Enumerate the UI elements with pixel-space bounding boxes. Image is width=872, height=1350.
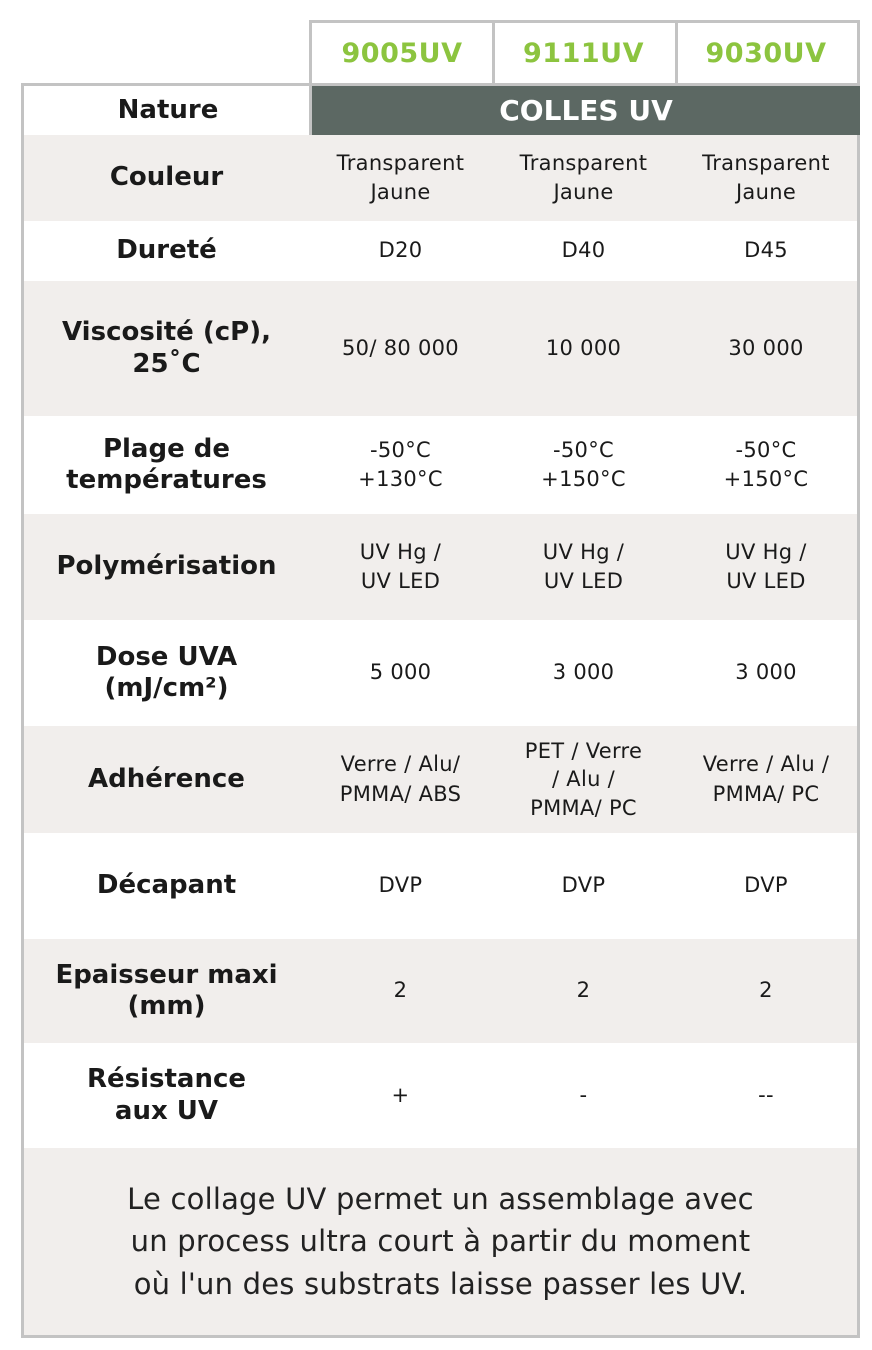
cell-value: Verre / Alu/ PMMA/ ABS (339, 752, 462, 806)
cell-value: UV Hg / UV LED (542, 539, 625, 593)
cell-value: -50°C +150°C (723, 437, 809, 491)
product-header-2 (492, 20, 678, 84)
row-label: Couleur (109, 162, 224, 193)
row-label-temperatures (21, 416, 312, 517)
value-cell (309, 416, 495, 517)
value-cell (675, 620, 860, 729)
row-label: Epaisseur maxi (mm) (55, 959, 278, 1021)
cell-value: D45 (744, 238, 788, 263)
value-cell (309, 726, 495, 836)
product-header-3 (675, 20, 860, 84)
cell-value: 30 000 (728, 335, 804, 360)
cell-value: Verre / Alu / PMMA/ PC (702, 752, 830, 806)
cell-value: -- (758, 1082, 774, 1107)
value-cell (309, 514, 495, 623)
row-label: Polymérisation (56, 551, 277, 582)
row-label-viscosite (21, 281, 312, 419)
value-cell (492, 281, 678, 419)
row-label: Résistance aux UV (86, 1064, 247, 1126)
product-name: 9005UV (341, 38, 463, 69)
cell-value: D40 (561, 238, 606, 263)
product-name: 9030UV (705, 38, 827, 69)
cell-value: 2 (759, 978, 773, 1003)
value-cell (675, 514, 860, 623)
value-cell (492, 135, 678, 224)
value-cell (309, 135, 495, 224)
footer-note-box (21, 1148, 860, 1338)
value-cell (492, 833, 678, 942)
row-label-durete (21, 221, 312, 284)
value-cell (492, 514, 678, 623)
row-label-decapant (21, 833, 312, 942)
value-cell (675, 135, 860, 224)
value-cell (675, 833, 860, 942)
cell-value: 3 000 (735, 660, 797, 685)
nature-band (309, 83, 860, 138)
value-cell (309, 1043, 495, 1151)
value-cell (675, 221, 860, 284)
value-cell (675, 726, 860, 836)
value-cell (492, 1043, 678, 1151)
row-label-dose-uva (21, 620, 312, 729)
row-label-couleur (21, 135, 312, 224)
cell-value: + (391, 1082, 410, 1107)
cell-value: UV Hg / UV LED (359, 539, 442, 593)
value-cell (492, 416, 678, 517)
row-label: Dose UVA (mJ/cm²) (95, 641, 238, 703)
row-label-adherence (21, 726, 312, 836)
value-cell (492, 726, 678, 836)
cell-value: 5 000 (369, 660, 432, 685)
row-label-resistance-uv (21, 1043, 312, 1151)
cell-value: Transparent Jaune (519, 150, 648, 204)
cell-value: D20 (378, 238, 423, 263)
value-cell (309, 620, 495, 729)
row-label: Viscosité (cP), 25˚C (62, 317, 271, 379)
value-cell (309, 281, 495, 419)
cell-value: 2 (576, 978, 591, 1003)
cell-value: DVP (378, 873, 423, 898)
cell-value: 10 000 (545, 335, 622, 360)
cell-value: UV Hg / UV LED (725, 539, 807, 593)
cell-value: -50°C +150°C (541, 437, 626, 491)
value-cell (492, 939, 678, 1046)
product-header-1 (309, 20, 495, 84)
cell-value: 2 (393, 978, 408, 1003)
row-label-nature (21, 83, 312, 138)
value-cell (675, 939, 860, 1046)
cell-value: DVP (744, 873, 788, 898)
value-cell (492, 221, 678, 284)
cell-value: 3 000 (552, 660, 615, 685)
row-label: Plage de températures (66, 433, 267, 495)
row-label: Adhérence (88, 763, 245, 794)
cell-value: Transparent Jaune (336, 150, 465, 204)
cell-value: DVP (561, 873, 606, 898)
product-name: 9111UV (523, 38, 644, 69)
row-label-polymerisation (21, 514, 312, 623)
value-cell (492, 620, 678, 729)
row-label: Nature (117, 94, 219, 125)
cell-value: 50/ 80 000 (342, 335, 459, 360)
row-label: Décapant (96, 870, 237, 901)
footer-note: Le collage UV permet un assemblage avec un process ultra court à partir du moment où l'un des substrats laisse passer les UV. (127, 1181, 754, 1301)
value-cell (309, 939, 495, 1046)
cell-value: PET / Verre / Alu / PMMA/ PC (524, 738, 643, 820)
row-label-epaisseur (21, 939, 312, 1046)
row-label: Dureté (116, 235, 217, 266)
value-cell (675, 1043, 860, 1151)
value-cell (309, 221, 495, 284)
cell-value: -50°C +130°C (358, 437, 443, 491)
cell-value: - (579, 1082, 588, 1107)
nature-value: COLLES UV (499, 94, 673, 127)
cell-value: Transparent Jaune (702, 150, 830, 204)
value-cell (675, 281, 860, 419)
value-cell (309, 833, 495, 942)
value-cell (675, 416, 860, 517)
